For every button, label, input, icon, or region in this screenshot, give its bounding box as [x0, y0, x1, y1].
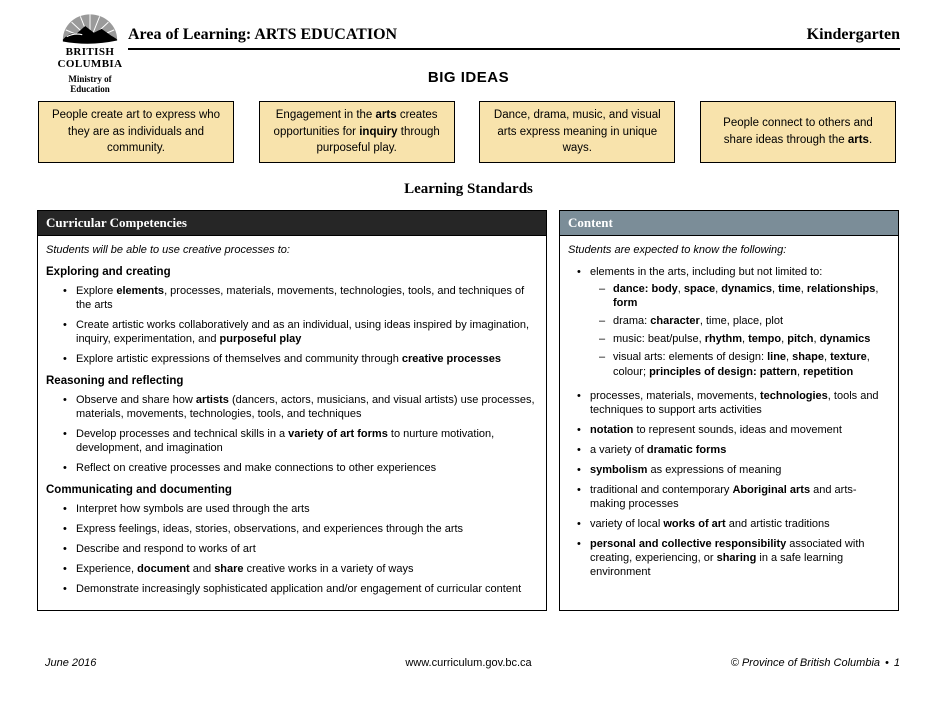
bullet-text: elements in the arts, including but not limited to: – dance: body, space, dynamics, time, relationships, form – drama: character, time, place, plot – music: beat/pulse, rhythm, tempo, pitch, dynamics – visual arts: elements of design: line, shape, texture, colour; principles of design: pattern, repetition: [590, 265, 890, 383]
content-column: [559, 210, 899, 611]
sub-bullet-item: [590, 282, 890, 310]
bullet-icon: •: [63, 353, 67, 366]
bullet-list: [46, 502, 538, 596]
bullet-text: notation to represent sounds, ideas and movement: [590, 423, 842, 436]
bullet-icon: •: [63, 563, 67, 576]
sub-bullet-list: [590, 282, 890, 378]
bullet-text: Express feelings, ideas, stories, observations, and experiences through the arts: [76, 523, 464, 536]
bullet-text: Interpret how symbols are used through the arts: [76, 503, 310, 516]
bullet-icon: •: [577, 463, 581, 476]
bullet-icon: •: [63, 318, 67, 331]
bullet-list: [568, 265, 890, 579]
sun-mountains-icon: [59, 6, 121, 46]
logo-name-line2: COLUMBIA: [57, 57, 123, 70]
content-header: Content: [560, 211, 898, 236]
big-ideas-heading: BIG IDEAS: [427, 69, 510, 86]
bullet-icon: •: [577, 266, 581, 279]
big-idea-text: Dance, drama, music, and visual arts express meaning in unique ways.: [493, 109, 661, 155]
bullet-item: [46, 393, 538, 421]
sub-bullet-item: [590, 350, 890, 378]
bullet-item: [46, 522, 538, 536]
bullet-item: [46, 461, 538, 475]
bullet-item: [46, 542, 538, 556]
sub-bullet-item: [590, 332, 890, 346]
big-ideas-row: [38, 101, 896, 163]
content-body: [560, 236, 898, 593]
page-number: 1: [893, 657, 900, 669]
bullet-text: Describe and respond to works of art: [76, 543, 256, 556]
section-heading: Communicating and documenting: [46, 484, 232, 497]
big-idea-box: [259, 101, 455, 163]
dash-icon: –: [599, 315, 606, 328]
footer-url: www.curriculum.gov.bc.ca: [405, 657, 532, 669]
area-of-learning-title: Area of Learning: ARTS EDUCATION: [128, 26, 398, 43]
bullet-item: [568, 443, 890, 457]
bullet-text: personal and collective responsibility associated with creating, experiencing, or sharing in a safe learning environment: [590, 538, 865, 579]
bullet-text: Demonstrate increasingly sophisticated application and/or engagement of curricular content: [76, 583, 522, 596]
bullet-item: [568, 423, 890, 437]
bullet-icon: •: [577, 423, 581, 436]
header-rule: [128, 48, 900, 50]
learning-standards-table: [37, 210, 899, 611]
logo-name: [48, 47, 132, 70]
bullet-icon: •: [577, 518, 581, 531]
bullet-item: [568, 517, 890, 531]
bullet-icon: •: [63, 462, 67, 475]
bullet-text: processes, materials, movements, technologies, tools and techniques to support arts activities: [590, 389, 879, 416]
bullet-list: [46, 393, 538, 475]
bullet-icon: •: [577, 389, 581, 402]
bullet-text: Experience, document and share creative works in a variety of ways: [76, 563, 414, 576]
bullet-item: [46, 562, 538, 576]
bullet-icon: •: [577, 538, 581, 551]
bullet-text: dance: body, space, dynamics, time, relationships, form: [613, 283, 879, 310]
bullet-icon: •: [63, 543, 67, 556]
section-heading: Reasoning and reflecting: [46, 375, 184, 388]
big-idea-box: [38, 101, 234, 163]
bullet-item: [568, 537, 890, 579]
copyright-text: © Province of British Columbia: [730, 657, 881, 669]
sub-bullet-item: [590, 314, 890, 328]
bullet-text: music: beat/pulse, rhythm, tempo, pitch, dynamics: [613, 333, 871, 346]
bullet-text: Reflect on creative processes and make connections to other experiences: [76, 462, 437, 475]
grade-label: Kindergarten: [806, 26, 900, 43]
bullet-icon: •: [63, 393, 67, 406]
bullet-text: Develop processes and technical skills in a variety of art forms to nurture motivation, development, and imagination: [76, 428, 495, 455]
bullet-item: [46, 582, 538, 596]
bullet-item: [46, 352, 538, 366]
bullet-text: visual arts: elements of design: line, shape, texture, colour; principles of design: pattern, repetition: [613, 351, 870, 378]
learning-standards-heading: Learning Standards: [404, 181, 533, 197]
dash-icon: –: [599, 283, 606, 296]
bullet-text: Observe and share how artists (dancers, actors, musicians, and visual artists) use processes, materials, movements, technologies, tools, and techniques: [76, 393, 535, 420]
bullet-item: [568, 389, 890, 417]
curricular-competencies-column: [37, 210, 547, 611]
bullet-item: [568, 483, 890, 511]
curricular-intro: Students will be able to use creative processes to:: [46, 244, 290, 256]
bullet-icon: •: [63, 428, 67, 441]
bullet-icon: •: [63, 523, 67, 536]
bullet-icon: •: [63, 503, 67, 516]
bullet-icon: •: [63, 583, 67, 596]
separator-dot-icon: •: [885, 657, 889, 669]
footer-date: June 2016: [45, 657, 97, 669]
logo-name-line1: BRITISH: [65, 46, 115, 58]
bullet-text: Explore artistic expressions of themselves and community through creative processes: [76, 353, 501, 366]
bullet-text: traditional and contemporary Aboriginal arts and arts-making processes: [590, 484, 857, 511]
bullet-text: Explore elements, processes, materials, movements, technologies, tools, and techniques of the arts: [76, 284, 525, 311]
bullet-text: Create artistic works collaboratively and as an individual, using ideas inspired by imagination, inquiry, experimentation, and purposeful play: [76, 318, 530, 346]
bullet-item: [46, 284, 538, 312]
big-idea-box: [479, 101, 675, 163]
dash-icon: –: [599, 351, 606, 364]
logo-tagline: Ministry of Education: [68, 74, 112, 95]
bullet-list: [46, 284, 538, 366]
big-idea-box: [700, 101, 896, 163]
bullet-icon: •: [577, 484, 581, 497]
bullet-text: symbolism as expressions of meaning: [590, 463, 782, 476]
curricular-competencies-body: [38, 236, 546, 610]
curricular-competencies-header: Curricular Competencies: [38, 211, 546, 236]
bullet-item: [568, 265, 890, 383]
bullet-item: [46, 427, 538, 455]
bullet-text: a variety of dramatic forms: [590, 443, 727, 456]
footer-copyright: [731, 657, 900, 669]
bullet-icon: •: [577, 443, 581, 456]
section-heading: Exploring and creating: [46, 266, 171, 279]
big-idea-text: People connect to others and share ideas through the arts.: [723, 117, 873, 146]
bullet-item: [46, 318, 538, 346]
bullet-item: [46, 502, 538, 516]
bullet-text: variety of local works of art and artistic traditions: [590, 518, 830, 531]
big-idea-text: People create art to express who they are as individuals and community.: [51, 109, 221, 155]
bullet-text: drama: character, time, place, plot: [613, 315, 783, 328]
content-intro: Students are expected to know the following:: [568, 244, 787, 256]
bullet-icon: •: [63, 284, 67, 297]
big-idea-text: Engagement in the arts creates opportunities for inquiry through purposeful play.: [273, 109, 440, 155]
dash-icon: –: [599, 333, 606, 346]
bullet-item: [568, 463, 890, 477]
